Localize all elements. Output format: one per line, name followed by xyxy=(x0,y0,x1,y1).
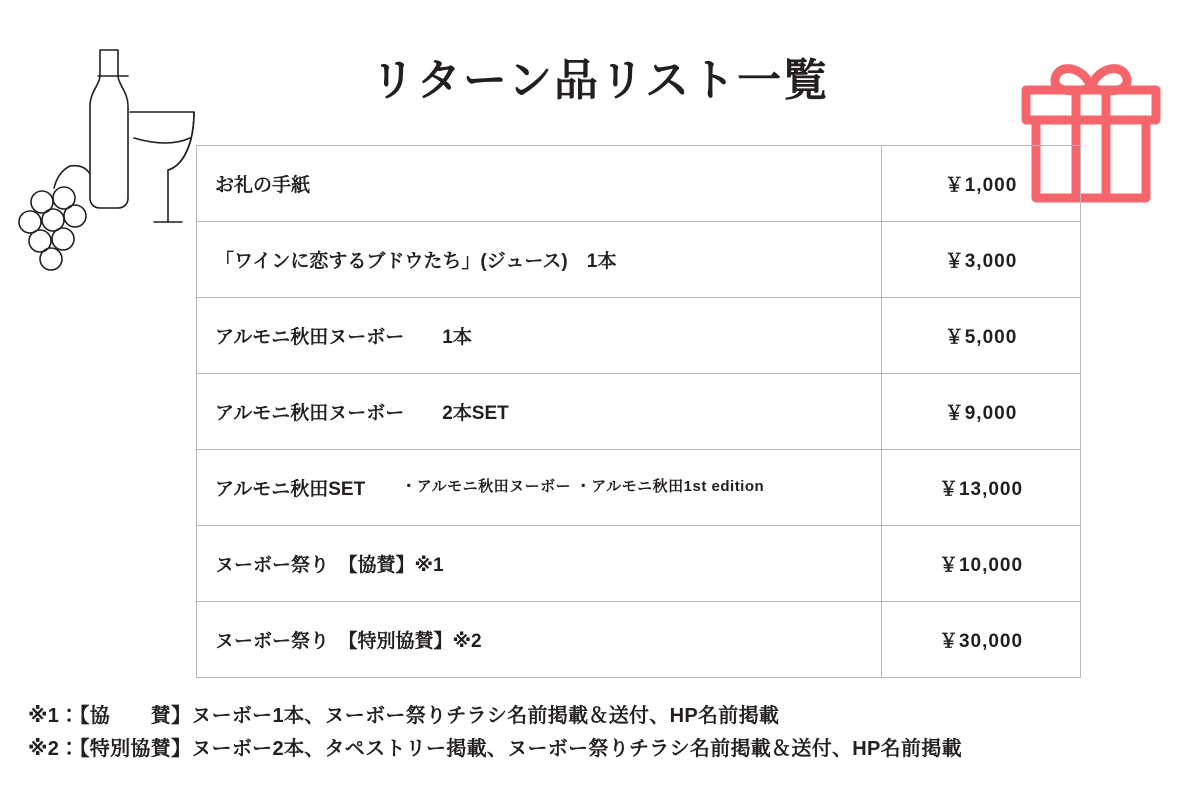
item-label: アルモニ秋田ヌーボー 1本 xyxy=(215,327,472,348)
item-label: アルモニ秋田ヌーボー 2本SET xyxy=(215,403,509,424)
price-cell: ￥5,000 xyxy=(882,298,1081,374)
item-cell xyxy=(197,526,882,602)
item-label: 「ワインに恋するブドウたち」(ジュース) 1本 xyxy=(215,251,617,272)
item-cell xyxy=(197,298,882,374)
item-cell xyxy=(197,222,882,298)
table-body xyxy=(197,146,1081,678)
item-label: ヌーボー祭り 【特別協賛】※2 xyxy=(215,631,482,652)
item-cell xyxy=(197,602,882,678)
table-row xyxy=(197,526,1081,602)
table-row xyxy=(197,374,1081,450)
table-row xyxy=(197,222,1081,298)
item-sublabel: ・アルモニ秋田ヌーボー ・アルモニ秋田1st edition xyxy=(401,478,765,496)
footnote-1: ※1：【協 賛】ヌーボー1本、ヌーボー祭りチラシ名前掲載＆送付、HP名前掲載 xyxy=(28,705,780,727)
return-items-table xyxy=(196,145,1081,678)
item-cell xyxy=(197,450,882,526)
price-cell: ￥1,000 xyxy=(882,146,1081,222)
price-cell: ￥9,000 xyxy=(882,374,1081,450)
item-cell xyxy=(197,374,882,450)
price-cell: ￥13,000 xyxy=(882,450,1081,526)
table-row xyxy=(197,602,1081,678)
item-label: アルモニ秋田SET xyxy=(215,479,366,500)
item-cell xyxy=(197,146,882,222)
price-cell: ￥3,000 xyxy=(882,222,1081,298)
item-label: お礼の手紙 xyxy=(215,175,311,196)
table-row xyxy=(197,450,1081,526)
wine-illustration xyxy=(8,30,208,280)
item-label: ヌーボー祭り 【協賛】※1 xyxy=(215,555,444,576)
price-cell: ￥30,000 xyxy=(882,602,1081,678)
page-title: リターン品リスト一覧 xyxy=(370,56,830,105)
price-cell: ￥10,000 xyxy=(882,526,1081,602)
table-row xyxy=(197,298,1081,374)
table-row xyxy=(197,146,1081,222)
footnote-2: ※2：【特別協賛】ヌーボー2本、タペストリー掲載、ヌーボー祭りチラシ名前掲載＆送付、HP名前掲載 xyxy=(28,738,962,760)
footnotes xyxy=(28,700,1188,766)
